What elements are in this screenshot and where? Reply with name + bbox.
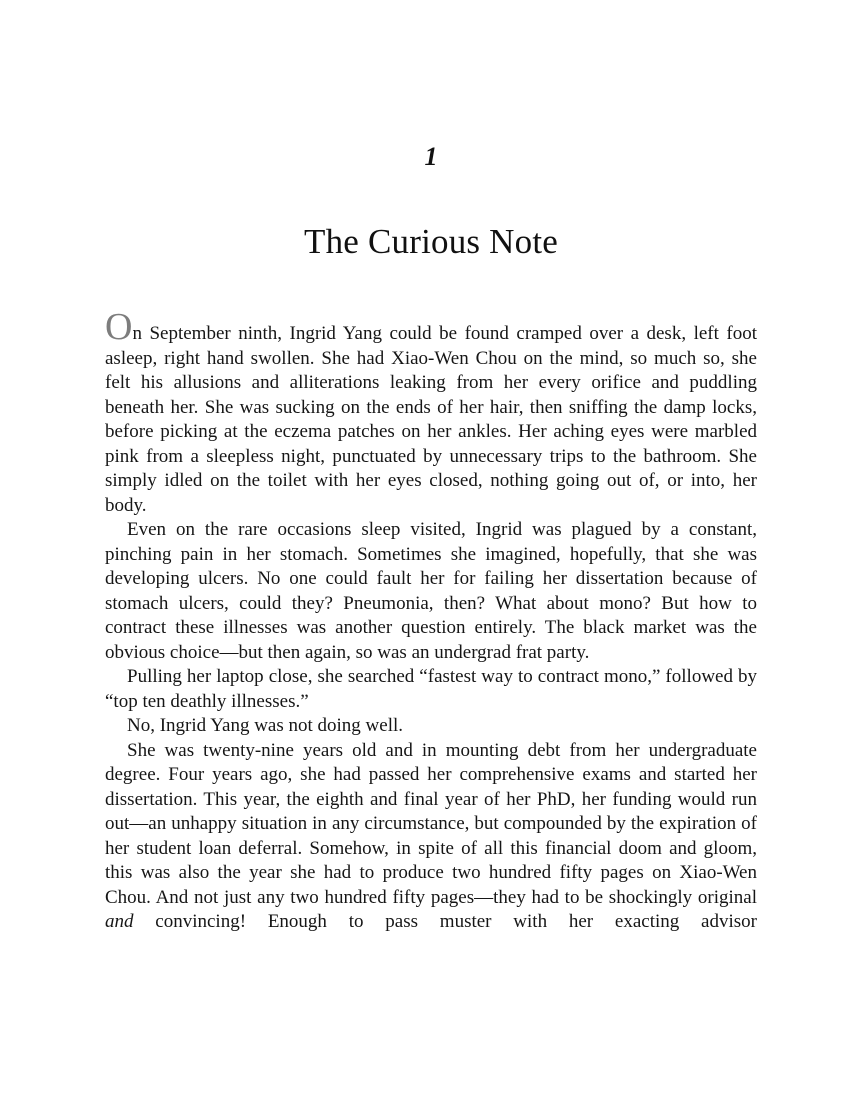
initial-cap: O — [105, 306, 133, 348]
text-segment: and — [105, 911, 134, 932]
text-segment: No, Ingrid Yang was not doing well. — [127, 715, 404, 736]
paragraph — [105, 518, 757, 665]
text-segment: convincing! Enough to pass muster with her exacting advisor — [133, 911, 757, 932]
text-segment: n September ninth, Ingrid Yang could be found cramped over a desk, left foot asleep, right hand swollen. She had Xiao-Wen Chou on the mind, so much so, she felt his allusions and alliterations leaking from her every orifice and puddling beneath her. She was sucking on the ends of her hair, then sniffing the damp locks, before picking at the eczema patches on her ankles. Her aching eyes were marbled pink from a sleepless night, punctuated by unnecessary trips to the bathroom. She simply idled on the toilet with her eyes closed, nothing going out of, or into, her body. — [105, 323, 757, 516]
paragraph — [105, 739, 757, 935]
body-text — [105, 306, 757, 935]
paragraph — [105, 665, 757, 714]
text-segment: Even on the rare occasions sleep visited, Ingrid was plagued by a constant, pinching pain in her stomach. Sometimes she imagined, hopefully, that she was developing ulcers. No one could fault her for failing her dissertation because of stomach ulcers, could they? Pneumonia, then? What about mono? But how to contract these illnesses was another question entirely. The black market was the obvious choice—but then again, so was an undergrad frat party. — [105, 519, 757, 663]
paragraph — [105, 306, 757, 518]
chapter-number: 1 — [424, 142, 438, 171]
chapter-title: The Curious Note — [304, 222, 558, 261]
text-segment: She was twenty-nine years old and in mounting debt from her undergraduate degree. Four years ago, she had passed her comprehensive exams and started her dissertation. This year, the eighth and final year of her PhD, her funding would run out—an unhappy situation in any circumstance, but compounded by the expiration of her student loan deferral. Somehow, in spite of all this financial doom and gloom, this was also the year she had to produce two hundred fifty pages on Xiao-Wen Chou. And not just any two hundred fifty pages—they had to be shockingly original — [105, 739, 757, 908]
text-segment: Pulling her laptop close, she searched “fastest way to contract mono,” followed by “top ten deathly illnesses.” — [105, 666, 757, 712]
paragraph — [105, 714, 757, 739]
